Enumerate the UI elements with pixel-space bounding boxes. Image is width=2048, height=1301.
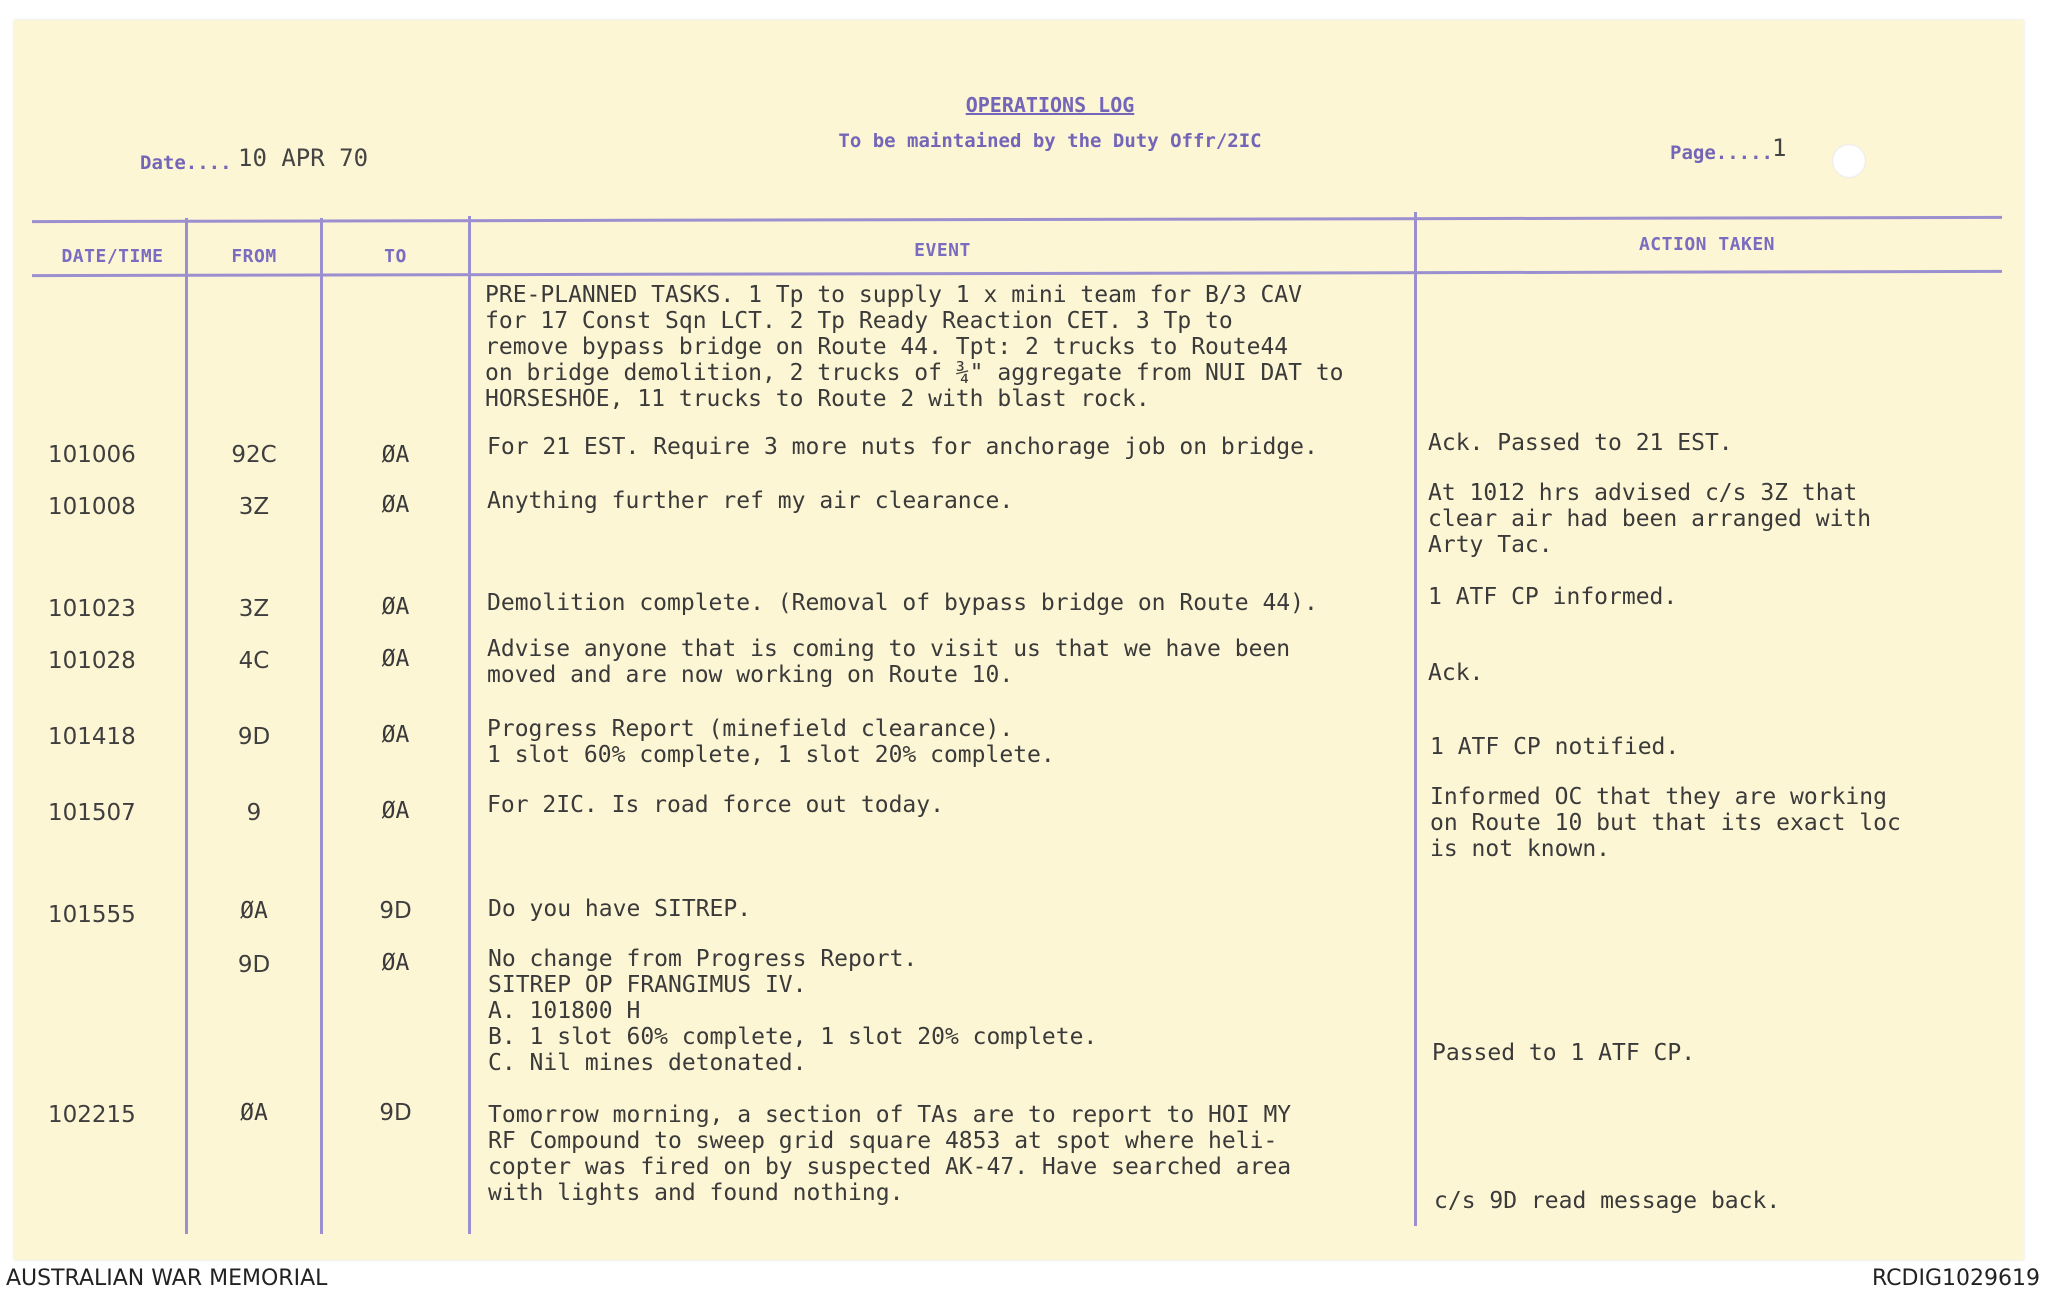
table-row-event: Progress Report (minefield clearance). 1 slot 60% complete, 1 slot 20% complete. (487, 716, 1055, 768)
table-row-event: Advise anyone that is coming to visit us that we have been moved and are now working on Route 10. (487, 636, 1291, 688)
table-row-from: 9 (246, 800, 262, 826)
table-row-to: ØA (381, 594, 410, 620)
column-divider (1414, 212, 1417, 1226)
table-row-to: ØA (381, 950, 410, 976)
table-row-from: 92C (231, 442, 277, 468)
table-row-action: At 1012 hrs advised c/s 3Z that clear air had been arranged with Arty Tac. (1428, 480, 1872, 558)
page-number: 1 (1772, 134, 1787, 162)
table-row-event: No change from Progress Report. SITREP OP FRANGIMUS IV. A. 101800 H B. 1 slot 60% complete, 1 slot 20% complete. C. Nil mines detonated. (488, 946, 1098, 1076)
table-row-to: ØA (381, 798, 410, 824)
table-row-event: PRE-PLANNED TASKS. 1 Tp to supply 1 x mini team for B/3 CAV for 17 Const Sqn LCT. 2 Tp Ready Reaction CET. 3 Tp to remove bypass bridge on Route 44. Tpt: 2 trucks to Route44 on bridge demolition, 2 trucks of ¾" aggregate from NUI DAT to HORSESHOE, 11 trucks to Route 2 with blast rock. (485, 282, 1344, 412)
table-row-action: Ack. (1428, 660, 1484, 686)
table-row-datetime: 101008 (48, 494, 136, 520)
table-row-from: 9D (237, 952, 271, 978)
table-row-from: 4C (238, 648, 270, 674)
table-row-event: For 21 EST. Require 3 more nuts for anchorage job on bridge. (487, 434, 1318, 460)
archive-reference: RCDIG1029619 (1871, 1266, 2040, 1291)
table-row-to: 9D (379, 898, 412, 924)
table-row-event: Tomorrow morning, a section of TAs are to report to HOI MY RF Compound to sweep grid square 4853 at spot where heli- copter was fired on by suspected AK-47. Have searched area with lights and found nothing. (488, 1102, 1292, 1206)
column-header-action: ACTION TAKEN (1638, 234, 1776, 255)
column-divider (468, 216, 471, 1234)
table-row-to: ØA (381, 492, 410, 518)
table-row-to: ØA (381, 646, 410, 672)
table-row-datetime: 101023 (48, 596, 136, 622)
table-row-event: Demolition complete. (Removal of bypass bridge on Route 44). (487, 590, 1318, 616)
table-row-action: Passed to 1 ATF CP. (1432, 1040, 1696, 1066)
column-header-datetime: DATE/TIME (61, 246, 164, 267)
table-row-action: Informed OC that they are working on Route 10 but that its exact loc is not known. (1430, 784, 1901, 862)
table-row-event: For 2IC. Is road force out today. (487, 792, 944, 818)
table-row-from: 9D (237, 724, 271, 750)
table-row-from: ØA (240, 898, 268, 924)
table-row-datetime: 101418 (48, 724, 136, 750)
table-row-from: ØA (240, 1100, 268, 1126)
table-row-to: ØA (381, 442, 410, 468)
page-label: Page..... (1670, 142, 1773, 164)
table-row-from: 3Z (238, 494, 270, 520)
table-row-event: Do you have SITREP. (488, 896, 752, 922)
page-title: OPERATIONS LOG (965, 93, 1135, 117)
table-row-datetime: 102215 (48, 1102, 136, 1128)
table-row-to: ØA (381, 722, 410, 748)
table-row-action: 1 ATF CP notified. (1430, 734, 1680, 760)
table-row-event: Anything further ref my air clearance. (487, 488, 1014, 514)
punch-hole (1832, 144, 1866, 178)
table-row-datetime: 101507 (48, 800, 136, 826)
table-row-to: 9D (379, 1100, 412, 1126)
table-row-datetime: 101006 (48, 442, 136, 468)
column-header-to: TO (384, 246, 407, 267)
table-row-from: 3Z (238, 596, 270, 622)
date-label: Date.... (140, 152, 232, 174)
column-header-event: EVENT (914, 240, 971, 261)
table-row-datetime: 101028 (48, 648, 136, 674)
table-row-datetime: 101555 (48, 902, 136, 928)
archive-credit: AUSTRALIAN WAR MEMORIAL (6, 1266, 328, 1291)
table-row-action: c/s 9D read message back. (1434, 1188, 1781, 1214)
column-header-from: FROM (231, 246, 277, 267)
page-subtitle: To be maintained by the Duty Offr/2IC (838, 130, 1262, 152)
table-row-action: Ack. Passed to 21 EST. (1428, 430, 1733, 456)
date-value: 10 APR 70 (238, 144, 369, 172)
table-row-action: 1 ATF CP informed. (1428, 584, 1678, 610)
